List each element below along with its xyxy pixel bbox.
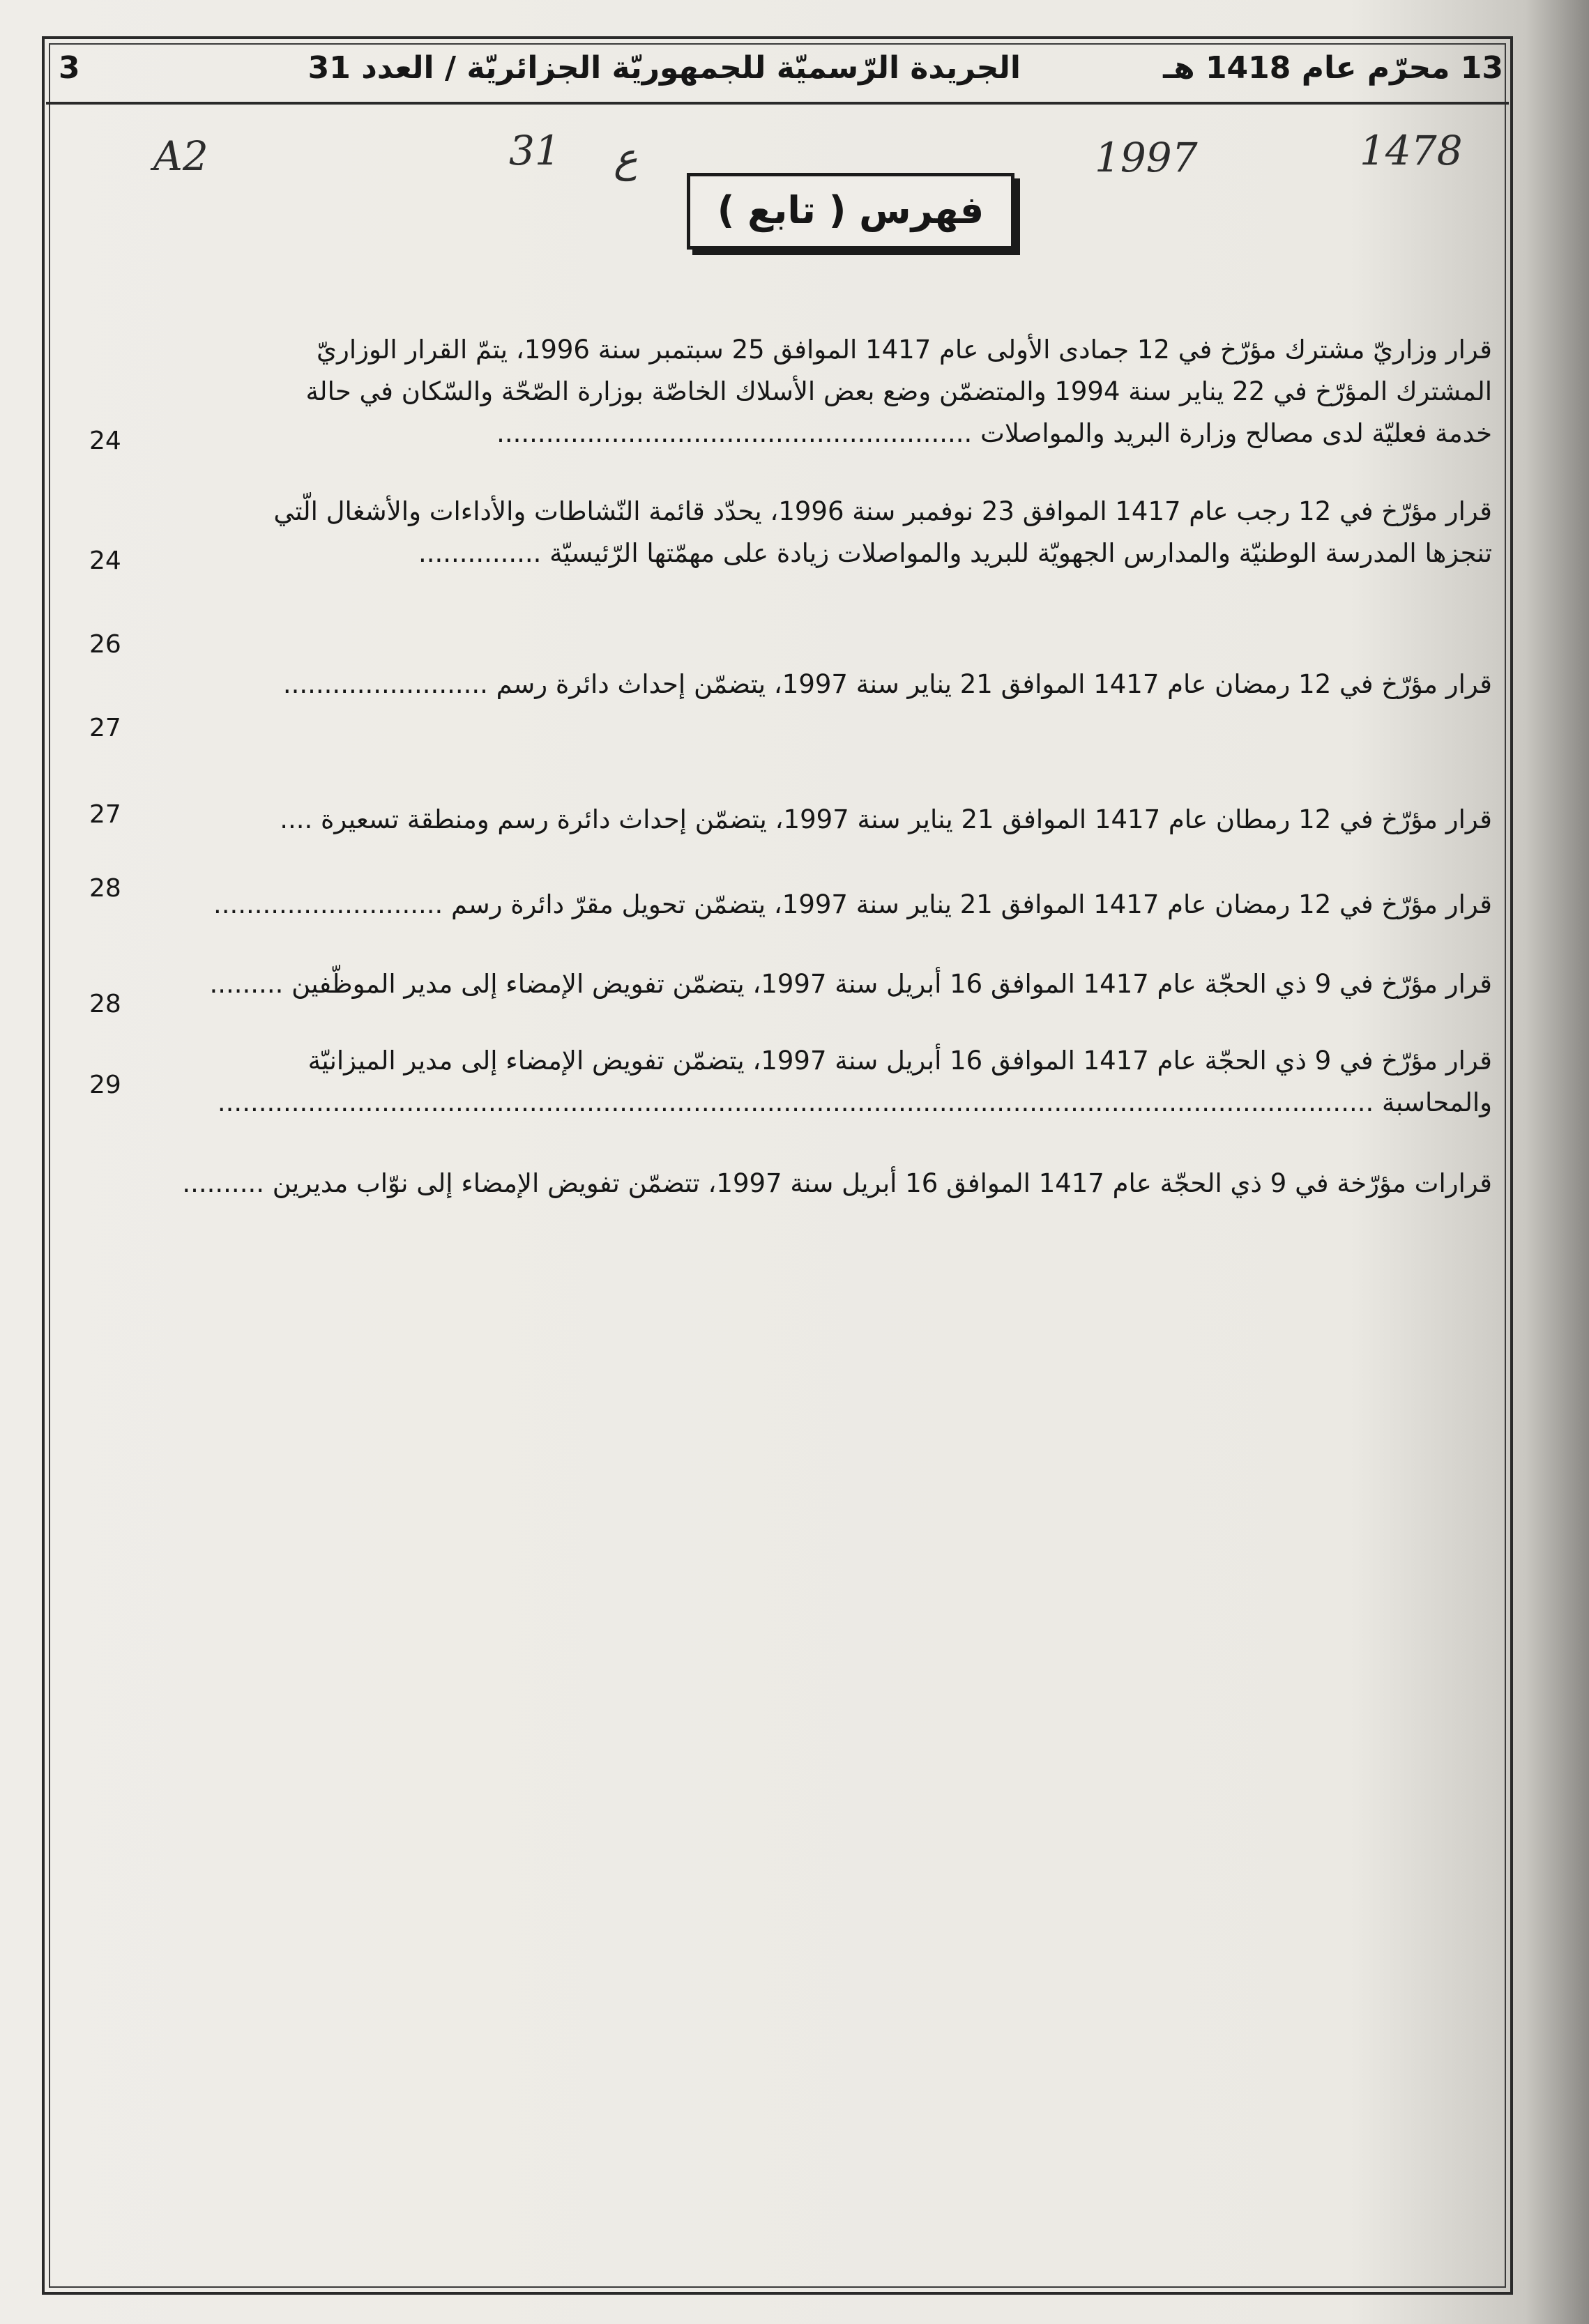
handwritten-note-year: 1997 [1095,134,1198,181]
handwritten-note-31: 31 [509,127,561,174]
page-ref: 27 [89,800,121,829]
entry-line: تنجزها المدرسة الوطنيّة والمدارس الجهويّة للبريد والمواصلات زيادة على مهمّتها الرّئيسيّة ............... [418,538,1492,568]
page-frame [42,36,1513,2295]
entry-line: قرار مؤرّخ في 12 رمضان عام 1417 الموافق 21 يناير سنة 1997، يتضمّن تحويل مقرّ دائرة رسم ............................ [213,889,1492,919]
entry-line: قرار مؤرّخ في 9 ذي الحجّة عام 1417 الموافق 16 أبريل سنة 1997، يتضمّن تفويض الإمضاء إلى مدير الموظّفين ......... [209,969,1492,999]
entry-line: قرار مؤرّخ في 12 رمطان عام 1417 الموافق 21 يناير سنة 1997، يتضمّن إحداث دائرة رسم ومنطقة تسعيرة .... [280,804,1492,834]
entry-line: قرار مؤرّخ في 9 ذي الحجّة عام 1417 الموافق 16 أبريل سنة 1997، يتضمّن تفويض الإمضاء إلى مدير الميزانيّة [307,1046,1492,1076]
entry-line: قرار وزاريّ مشترك مؤرّخ في 12 جمادى الأولى عام 1417 الموافق 25 سبتمبر سنة 1996، يتمّ القرار الوزاريّ [317,335,1492,365]
header-title: الجريدة الرّسميّة للجمهوريّة الجزائريّة / العدد 31 [307,50,1021,86]
page-ref: 24 [89,546,121,575]
header-page-number: 3 [59,50,80,86]
handwritten-note-ain: ع [614,134,638,181]
entry-line: المشترك المؤرّخ في 22 يناير سنة 1994 والمتضمّن وضع بعض الأسلاك الخاصّة بوزارة الصّحّة والسّكان في حالة [305,376,1492,406]
entry-line: والمحاسبة ............................................................................................................................................. [217,1087,1492,1117]
page-ref: 24 [89,427,121,455]
page-ref: 27 [89,714,121,742]
entry-line: قرارات مؤرّخة في 9 ذي الحجّة عام 1417 الموافق 16 أبريل سنة 1997، تتضمّن تفويض الإمضاء إلى نوّاب مديرين .......... [182,1168,1492,1198]
index-title-box: فهرس ( تابع ) [687,173,1014,250]
entry-line: قرار مؤرّخ في 12 رمضان عام 1417 الموافق 21 يناير سنة 1997، يتضمّن إحداث دائرة رسم ......................... [282,669,1492,699]
entry-line: خدمة فعليّة لدى مصالح وزارة البريد والمواصلات .......................................................... [496,418,1492,448]
page-ref: 26 [89,630,121,659]
header-date: 13 محرّم عام 1418 هـ [1163,50,1503,86]
handwritten-note-number: 1478 [1360,127,1463,174]
page-header [46,40,1509,105]
page-ref: 28 [89,874,121,903]
entry-line: قرار مؤرّخ في 12 رجب عام 1417 الموافق 23 نوفمبر سنة 1996، يحدّد قائمة النّشاطات والأداءات والأشغال الّتي [273,496,1492,526]
page-ref: 28 [89,990,121,1018]
page-ref: 29 [89,1071,121,1099]
handwritten-note-a2: A2 [153,132,208,180]
